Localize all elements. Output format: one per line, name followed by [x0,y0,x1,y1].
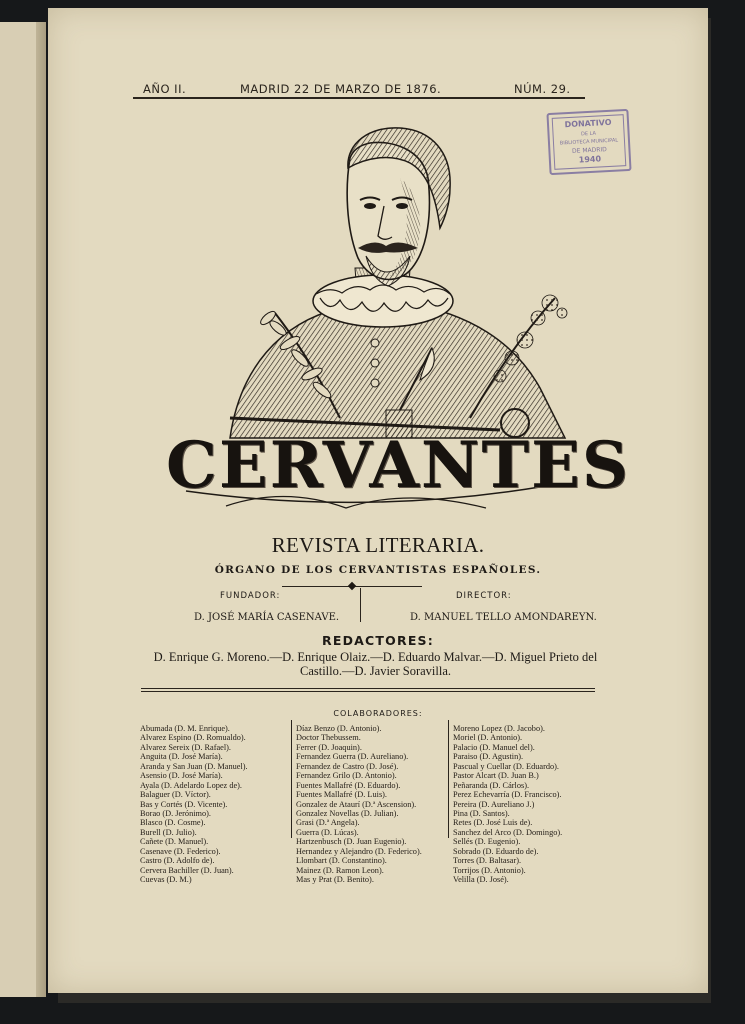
list-item: Hernandez y Alejandro (D. Federico). [296,846,422,856]
page-gutter [36,22,46,997]
issue-year: AÑO II. [143,82,187,96]
list-item: Ayala (D. Adelardo Lopez de). [140,780,242,790]
list-item: Sellés (D. Eugenio). [453,837,521,847]
list-item: Anguita (D. José María). [140,752,223,762]
cervantes-portrait-engraving [170,118,570,448]
library-stamp: DONATIVO DE LA BIBLIOTECA MUNICIPAL DE MADRID 1940 [546,109,631,175]
list-item: Blasco (D. Cosme). [140,818,206,828]
director-name: D. MANUEL TELLO AMONDAREYN. [410,612,597,623]
list-item: Fernandez Guerra (D. Aureliano). [296,752,409,762]
list-item: Gonzalez Novellas (D. Julian). [296,808,399,818]
list-item: Mainez (D. Ramon Leon). [296,865,384,875]
list-item: Fuentes Mallafré (D. Eduardo). [296,780,401,790]
colaboradores-title: COLABORADORES: [333,709,423,718]
list-item: Torres (D. Baltasar). [453,856,522,866]
masthead [166,416,631,526]
list-item: Alvarez Espino (D. Romualdo). [140,733,246,743]
list-item: Palacio (D. Manuel del). [453,742,535,752]
list-item: Velilla (D. José). [453,875,509,884]
director-label: DIRECTOR: [456,591,512,601]
column-divider-2 [448,720,449,838]
list-item: Díaz Benzo (D. Antonio). [296,724,382,733]
list-item: Asensio (D. José María). [140,771,223,781]
fundador-name: D. JOSÉ MARÍA CASENAVE. [194,612,340,623]
masthead-title: CERVANTES [166,428,631,503]
list-item: Cañete (D. Manuel). [140,837,209,847]
list-item: Abumada (D. M. Enrique). [140,724,230,733]
list-item: Fernandez de Castro (D. José). [296,761,399,771]
colaboradores-column-3 [453,724,562,884]
list-item: Aranda y San Juan (D. Manuel). [140,761,248,771]
newspaper-page [48,8,708,993]
colaboradores-column-1 [140,724,248,884]
list-item: Bas y Cortés (D. Vicente). [140,799,228,809]
list-item: Sanchez del Arco (D. Domingo). [453,827,563,837]
organo-line: ÓRGANO DE LOS CERVANTISTAS ESPAÑOLES. [214,564,542,576]
list-item: Castro (D. Adolfo de). [140,856,215,866]
section-rule-top [141,688,595,689]
list-item: Pastor Alcart (D. Juan B.) [453,771,539,781]
list-item: Grasi (D.ª Angela). [296,818,360,828]
list-item: Gonzalez de Ataurí (D.ª Ascension). [296,799,417,809]
list-item: Llombart (D. Constantino). [296,856,387,866]
header-rule [133,97,585,99]
list-item: Doctor Thebussem. [296,733,361,743]
divider-vertical [360,588,361,622]
redactores-title: REDACTORES: [322,633,434,648]
redactores-list: D. Enrique G. Moreno.—D. Enrique Olaiz.—D. Eduardo Malvar.—D. Miguel Prieto del Castillo.—D. Javier Soravilla. [153,650,598,678]
list-item: Cervera Bachiller (D. Juan). [140,865,234,875]
ornament-diamond [348,582,356,590]
list-item: Balaguer (D. Víctor). [140,790,211,800]
column-divider-1 [291,720,292,838]
list-item: Fernandez Grilo (D. Antonio). [296,771,397,781]
list-item: Sobrado (D. Eduardo de). [453,846,539,856]
list-item: Guerra (D. Lúcas). [296,827,359,837]
fundador-label: FUNDADOR: [220,591,281,601]
list-item: Burell (D. Julio). [140,827,197,837]
list-item: Peñaranda (D. Cárlos). [453,780,530,790]
issue-date: MADRID 22 DE MARZO DE 1876. [240,82,442,96]
list-item: Casenave (D. Federico). [140,846,221,856]
issue-number: NÚM. 29. [514,82,571,96]
list-item: Fuentes Mallafré (D. Luis). [296,790,388,800]
list-item: Moreno Lopez (D. Jacobo). [453,724,545,733]
list-item: Pereira (D. Aureliano J.) [453,799,535,809]
list-item: Paraiso (D. Agustin). [453,752,524,762]
list-item: Hartzenbusch (D. Juan Eugenio). [296,837,407,847]
list-item: Mas y Prat (D. Benito). [296,875,374,884]
list-item: Perez Echevarría (D. Francisco). [453,790,562,800]
list-item: Ferrer (D. Joaquin). [296,742,362,752]
list-item: Torrijos (D. Antonio). [453,865,526,875]
list-item: Cuevas (D. M.) [140,875,192,884]
list-item: Pina (D. Santos). [453,808,510,818]
colaboradores-column-2 [296,724,422,884]
list-item: Moriel (D. Antonio). [453,733,523,743]
section-rule-bottom [141,691,595,692]
list-item: Retes (D. José Luis de). [453,818,533,828]
subtitle: REVISTA LITERARIA. [271,533,485,557]
list-item: Borao (D. Jerónimo). [140,808,211,818]
list-item: Alvarez Sereix (D. Rafael). [140,742,231,752]
list-item: Pascual y Cuellar (D. Eduardo). [453,761,559,771]
